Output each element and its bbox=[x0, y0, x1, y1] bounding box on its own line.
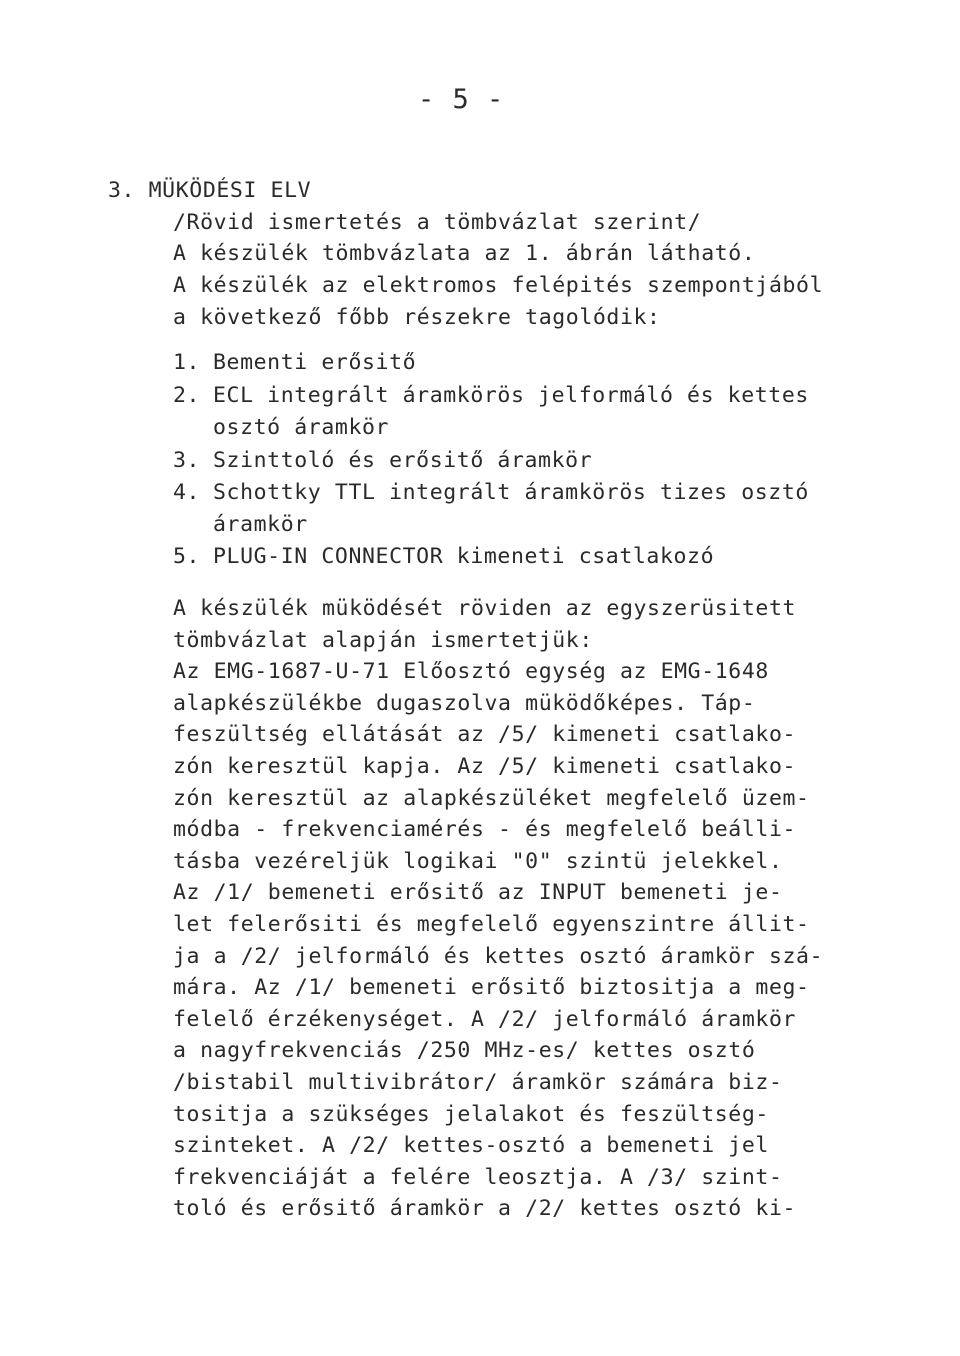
list-item-text: Bementi erősitő bbox=[213, 350, 417, 375]
list-item-text: ECL integrált áramkörös jelformáló és kettes bbox=[213, 383, 809, 408]
body-line: ja a /2/ jelformáló és kettes osztó áramkör szá- bbox=[173, 943, 824, 969]
intro-line: A készülék az elektromos felépités szempontjából bbox=[173, 273, 824, 298]
body-line: feszültség ellátását az /5/ kimeneti csatlako- bbox=[173, 722, 797, 748]
page-number: - 5 - bbox=[418, 84, 505, 115]
body-line: tömbvázlat alapján ismertetjük: bbox=[173, 627, 593, 653]
list-item-number: 3. bbox=[173, 448, 201, 473]
list-item-text: Schottky TTL integrált áramkörös tizes osztó bbox=[213, 480, 809, 505]
body-line: tositja a szükséges jelalakot és feszültség- bbox=[173, 1101, 769, 1127]
body-paragraph bbox=[173, 598, 823, 1230]
list-item-text: áramkör bbox=[213, 512, 308, 537]
body-line: Az /1/ bemeneti erősitő az INPUT bemeneti je- bbox=[173, 880, 783, 906]
list-item-text: osztó áramkör bbox=[213, 415, 390, 440]
section-heading bbox=[108, 180, 311, 202]
section-title: MÜKÖDÉSI ELV bbox=[148, 178, 312, 203]
body-line: Az EMG-1687-U-71 Előosztó egység az EMG-1648 bbox=[173, 659, 769, 685]
intro-line: a következő főbb részekre tagolódik: bbox=[173, 305, 661, 330]
body-line: toló és erősitő áramkör a /2/ kettes osztó ki- bbox=[173, 1196, 797, 1222]
body-line: zón keresztül kapja. Az /5/ kimeneti csatlako- bbox=[173, 753, 797, 779]
list-item-number: 5. bbox=[173, 544, 201, 569]
body-line: alapkészülékbe dugaszolva müködőképes. Táp- bbox=[173, 690, 756, 716]
body-line: módba - frekvenciamérés - és megfelelő beálli- bbox=[173, 817, 797, 843]
body-line: let felerősiti és megfelelő egyenszintre állit- bbox=[173, 911, 810, 937]
body-line: frekvenciáját a felére leosztja. A /3/ szint- bbox=[173, 1164, 783, 1190]
list-item-text: Szinttoló és erősitő áramkör bbox=[213, 448, 593, 473]
section-number: 3. bbox=[108, 178, 136, 203]
body-line: szinteket. A /2/ kettes-osztó a bemeneti jel bbox=[173, 1133, 769, 1159]
list-item-number: 4. bbox=[173, 480, 201, 505]
section-subtitle: /Rövid ismertetés a tömbvázlat szerint/ bbox=[173, 210, 702, 235]
body-line: A készülék müködését röviden az egyszerüsitett bbox=[173, 596, 797, 621]
body-line: felelő érzékenységet. A /2/ jelformáló áramkör bbox=[173, 1006, 797, 1032]
body-line: mára. Az /1/ bemeneti erősitő biztositja a meg- bbox=[173, 975, 810, 1001]
body-line: /bistabil multivibrátor/ áramkör számára biz- bbox=[173, 1069, 783, 1095]
body-line: zón keresztül az alapkészüléket megfelelő üzem- bbox=[173, 785, 810, 811]
intro-line: A készülék tömbvázlata az 1. ábrán látható. bbox=[173, 241, 756, 266]
list-item-number: 1. bbox=[173, 350, 201, 375]
body-line: tásba vezéreljük logikai "0" szintü jelekkel. bbox=[173, 848, 783, 874]
body-line: a nagyfrekvenciás /250 MHz-es/ kettes osztó bbox=[173, 1038, 756, 1064]
list-item-number: 2. bbox=[173, 383, 201, 408]
list-item-text: PLUG-IN CONNECTOR kimeneti csatlakozó bbox=[213, 544, 715, 569]
